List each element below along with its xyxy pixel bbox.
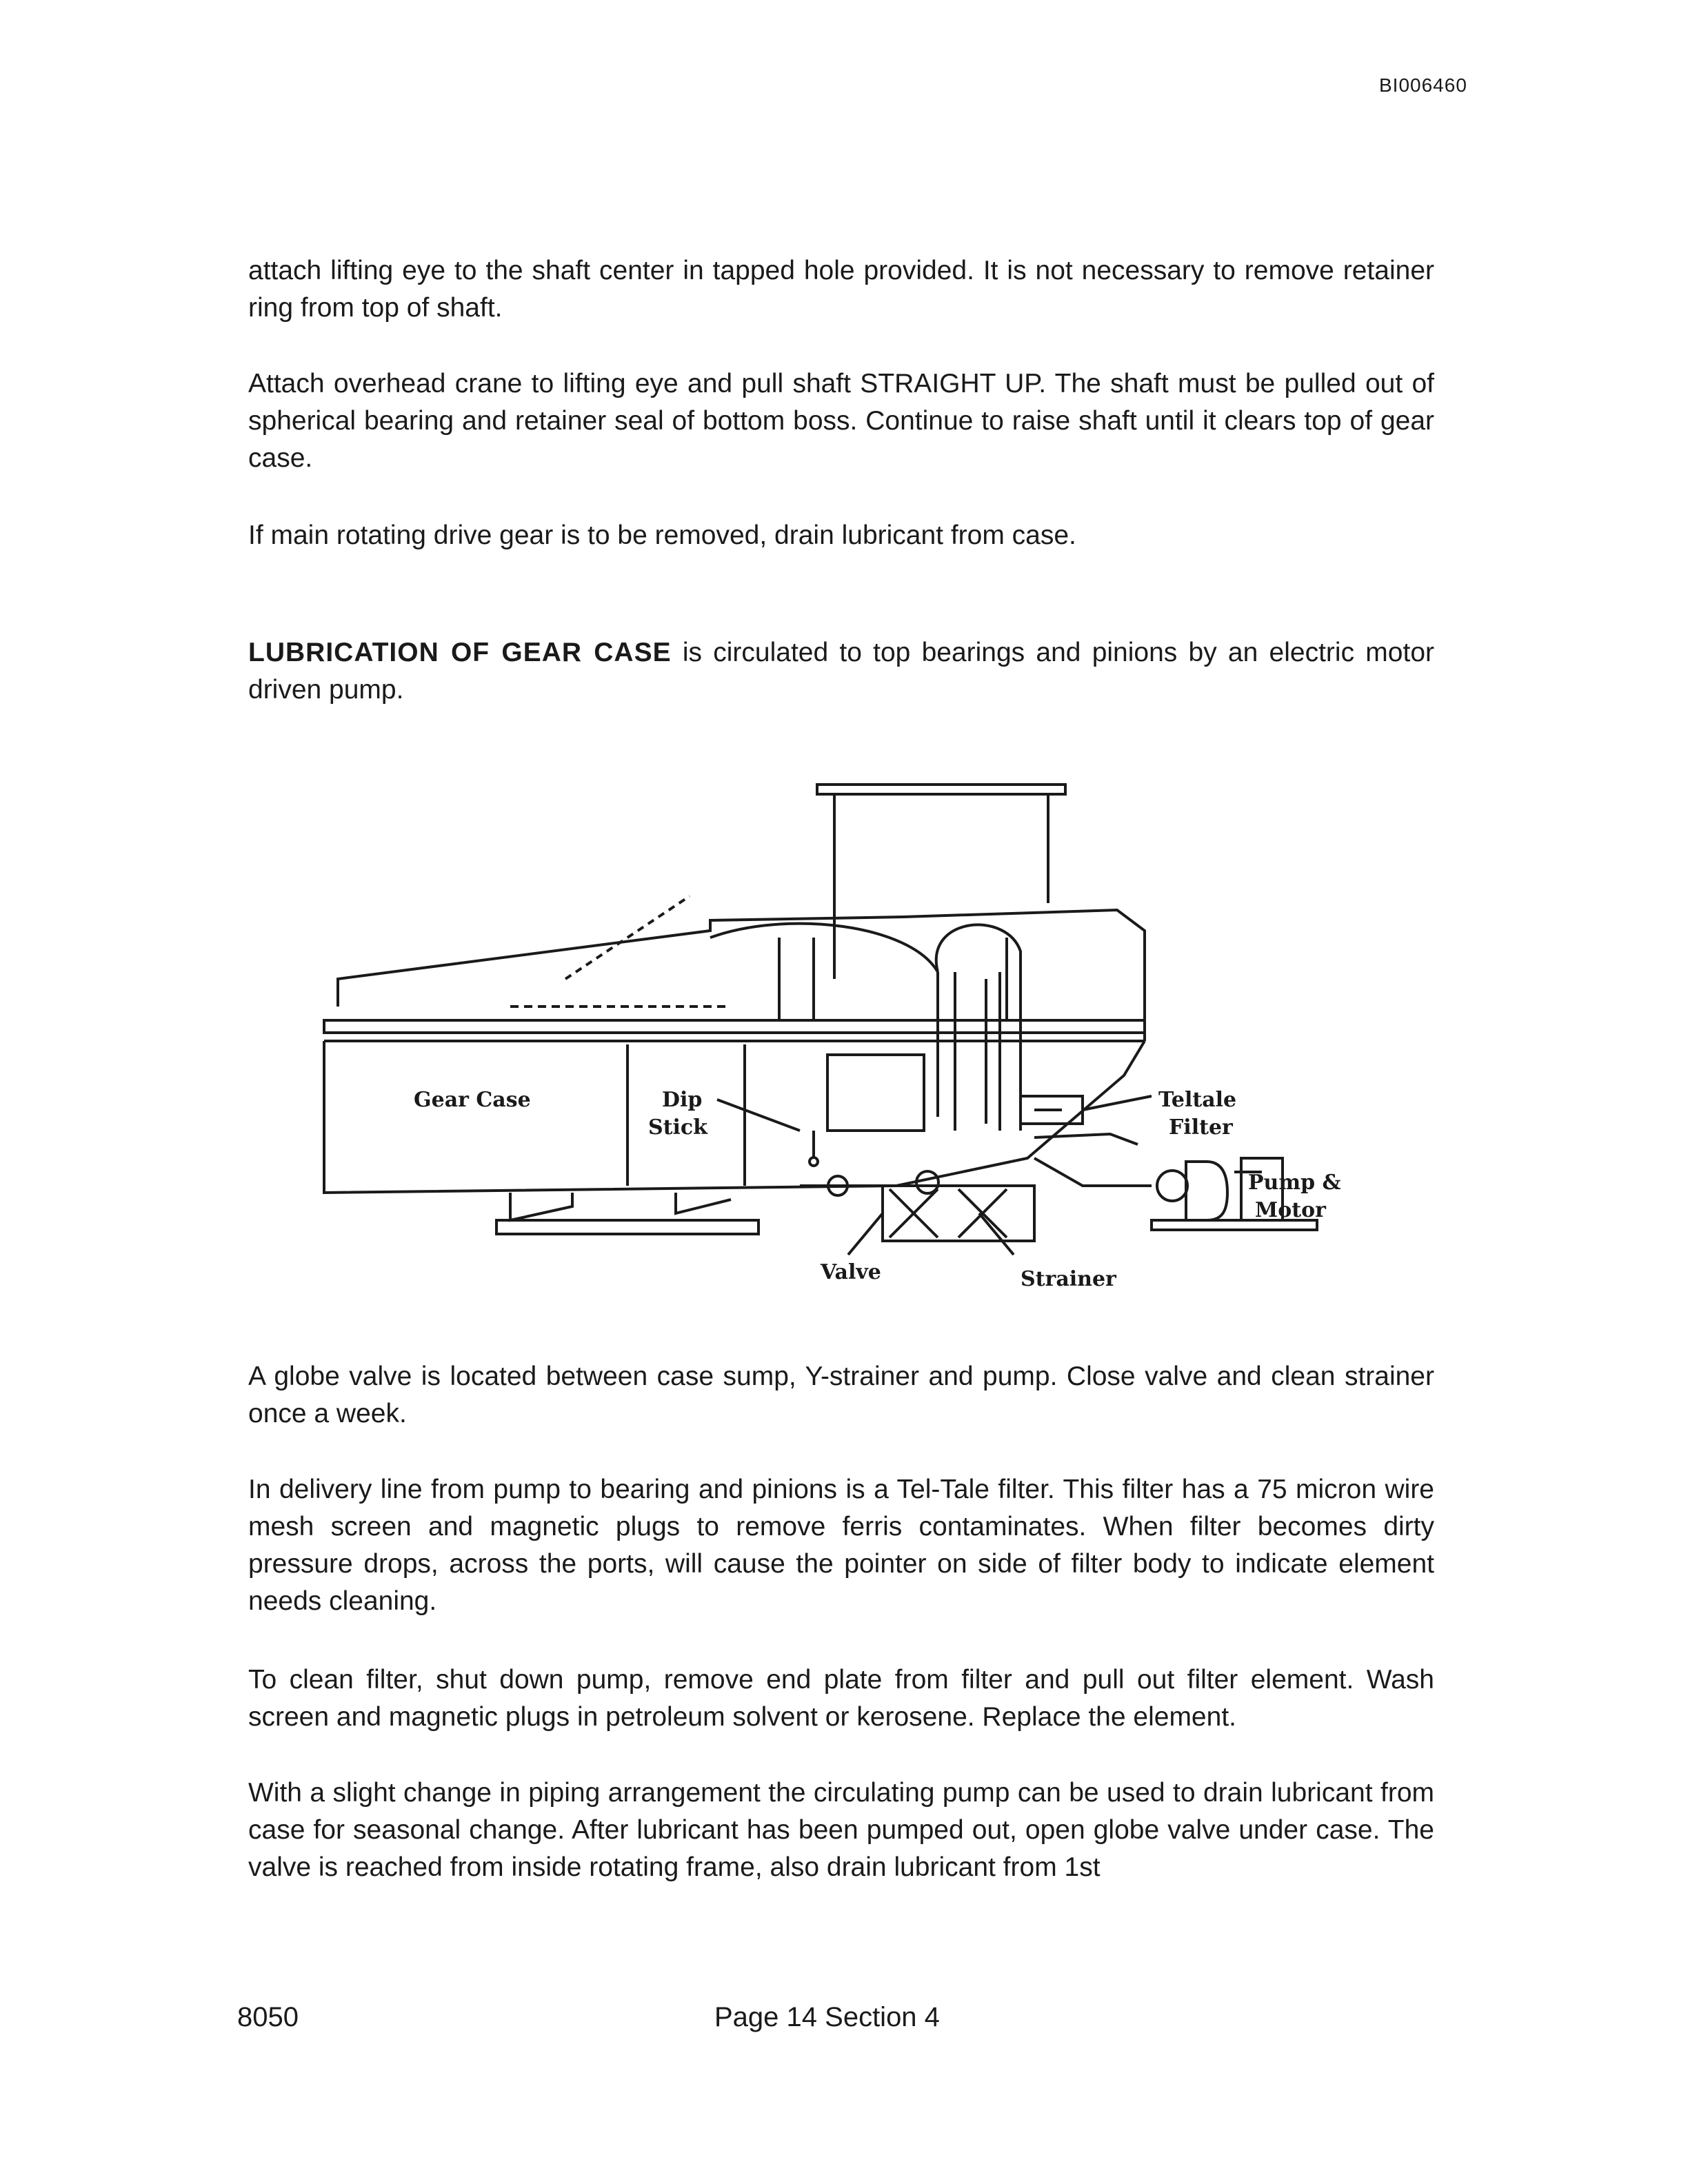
label-strainer: Strainer [1021,1267,1116,1291]
pump-body [1157,1171,1187,1201]
base-skid [496,1220,758,1234]
paragraph-overhead-crane: Attach overhead crane to lifting eye and pull shaft STRAIGHT UP. The shaft must be pulled out of spherical bearing and retainer seal of bottom boss. Continue to raise shaft until it clears top of gear case. [248,369,1434,473]
footer-page-number: Page 14 Section 4 [714,2002,940,2032]
paragraph-clean-filter: To clean filter, shut down pump, remove end plate from filter and pull out filter element. Wash screen and magnetic plugs in petroleum solvent or kerosene. Replace the element. [248,1665,1434,1732]
base-foot-mid [676,1193,731,1213]
sump [883,1186,1034,1241]
inspection-panel [827,1055,924,1131]
label-valve: Valve [821,1260,881,1284]
label-filter: Filter [1169,1115,1233,1140]
paragraph-globe-valve: A globe valve is located between case sump, Y-strainer and pump. Close valve and clean strainer once a week. [248,1362,1434,1428]
motor-body [1186,1162,1227,1220]
base-foot-left [510,1193,572,1220]
label-pump: Pump & [1248,1171,1341,1195]
label-gear-case: Gear Case [414,1088,531,1112]
lubrication-heading: LUBRICATION OF GEAR CASE [248,638,672,667]
paragraph-lifting-eye: attach lifting eye to the shaft center in tapped hole provided. It is not necessary to remove retainer ring from top of shaft. [248,256,1434,323]
shaft-cap [817,785,1065,794]
paragraph-teltale-filter: In delivery line from pump to bearing and pinions is a Tel-Tale filter. This filter has a 75 micron wire mesh screen and magnetic plugs to remove ferris contaminates. When filter becomes dirty pressure drops, across the ports, will cause the pointer on side of filter body to indicate element needs cleaning. [248,1475,1434,1616]
gear-case-lubrication-diagram [303,772,1379,1296]
label-motor: Motor [1255,1198,1326,1222]
label-dip: Dip [662,1088,703,1112]
footer-doc-number: 8050 [237,2002,299,2032]
document-id: BI006460 [1379,74,1467,96]
paragraph-lubrication [248,634,1434,709]
lube-pipes-vertical [938,972,1000,1131]
lube-pipe-to-bearings [710,924,938,972]
hidden-edge [565,896,690,979]
paragraph-drain-lubricant: If main rotating drive gear is to be removed, drain lubricant from case. [248,520,1076,550]
label-stick: Stick [648,1115,707,1140]
leader-dip-stick [717,1100,800,1131]
leader-strainer [979,1213,1014,1255]
leader-valve [848,1213,883,1255]
paragraph-piping-change: With a slight change in piping arrangement the circulating pump can be used to drain lubricant from case for seasonal change. After lubricant has been pumped out, open globe valve under case. The valve is reached from inside rotating frame, also drain lubricant from 1st [248,1778,1434,1882]
y-strainer [916,1171,938,1193]
delivery-line [1034,1134,1152,1186]
lubrication-text: is circulated to top bearings and pinions by an electric motor driven pump. [248,638,1434,705]
label-teltale: Teltale [1158,1088,1237,1112]
